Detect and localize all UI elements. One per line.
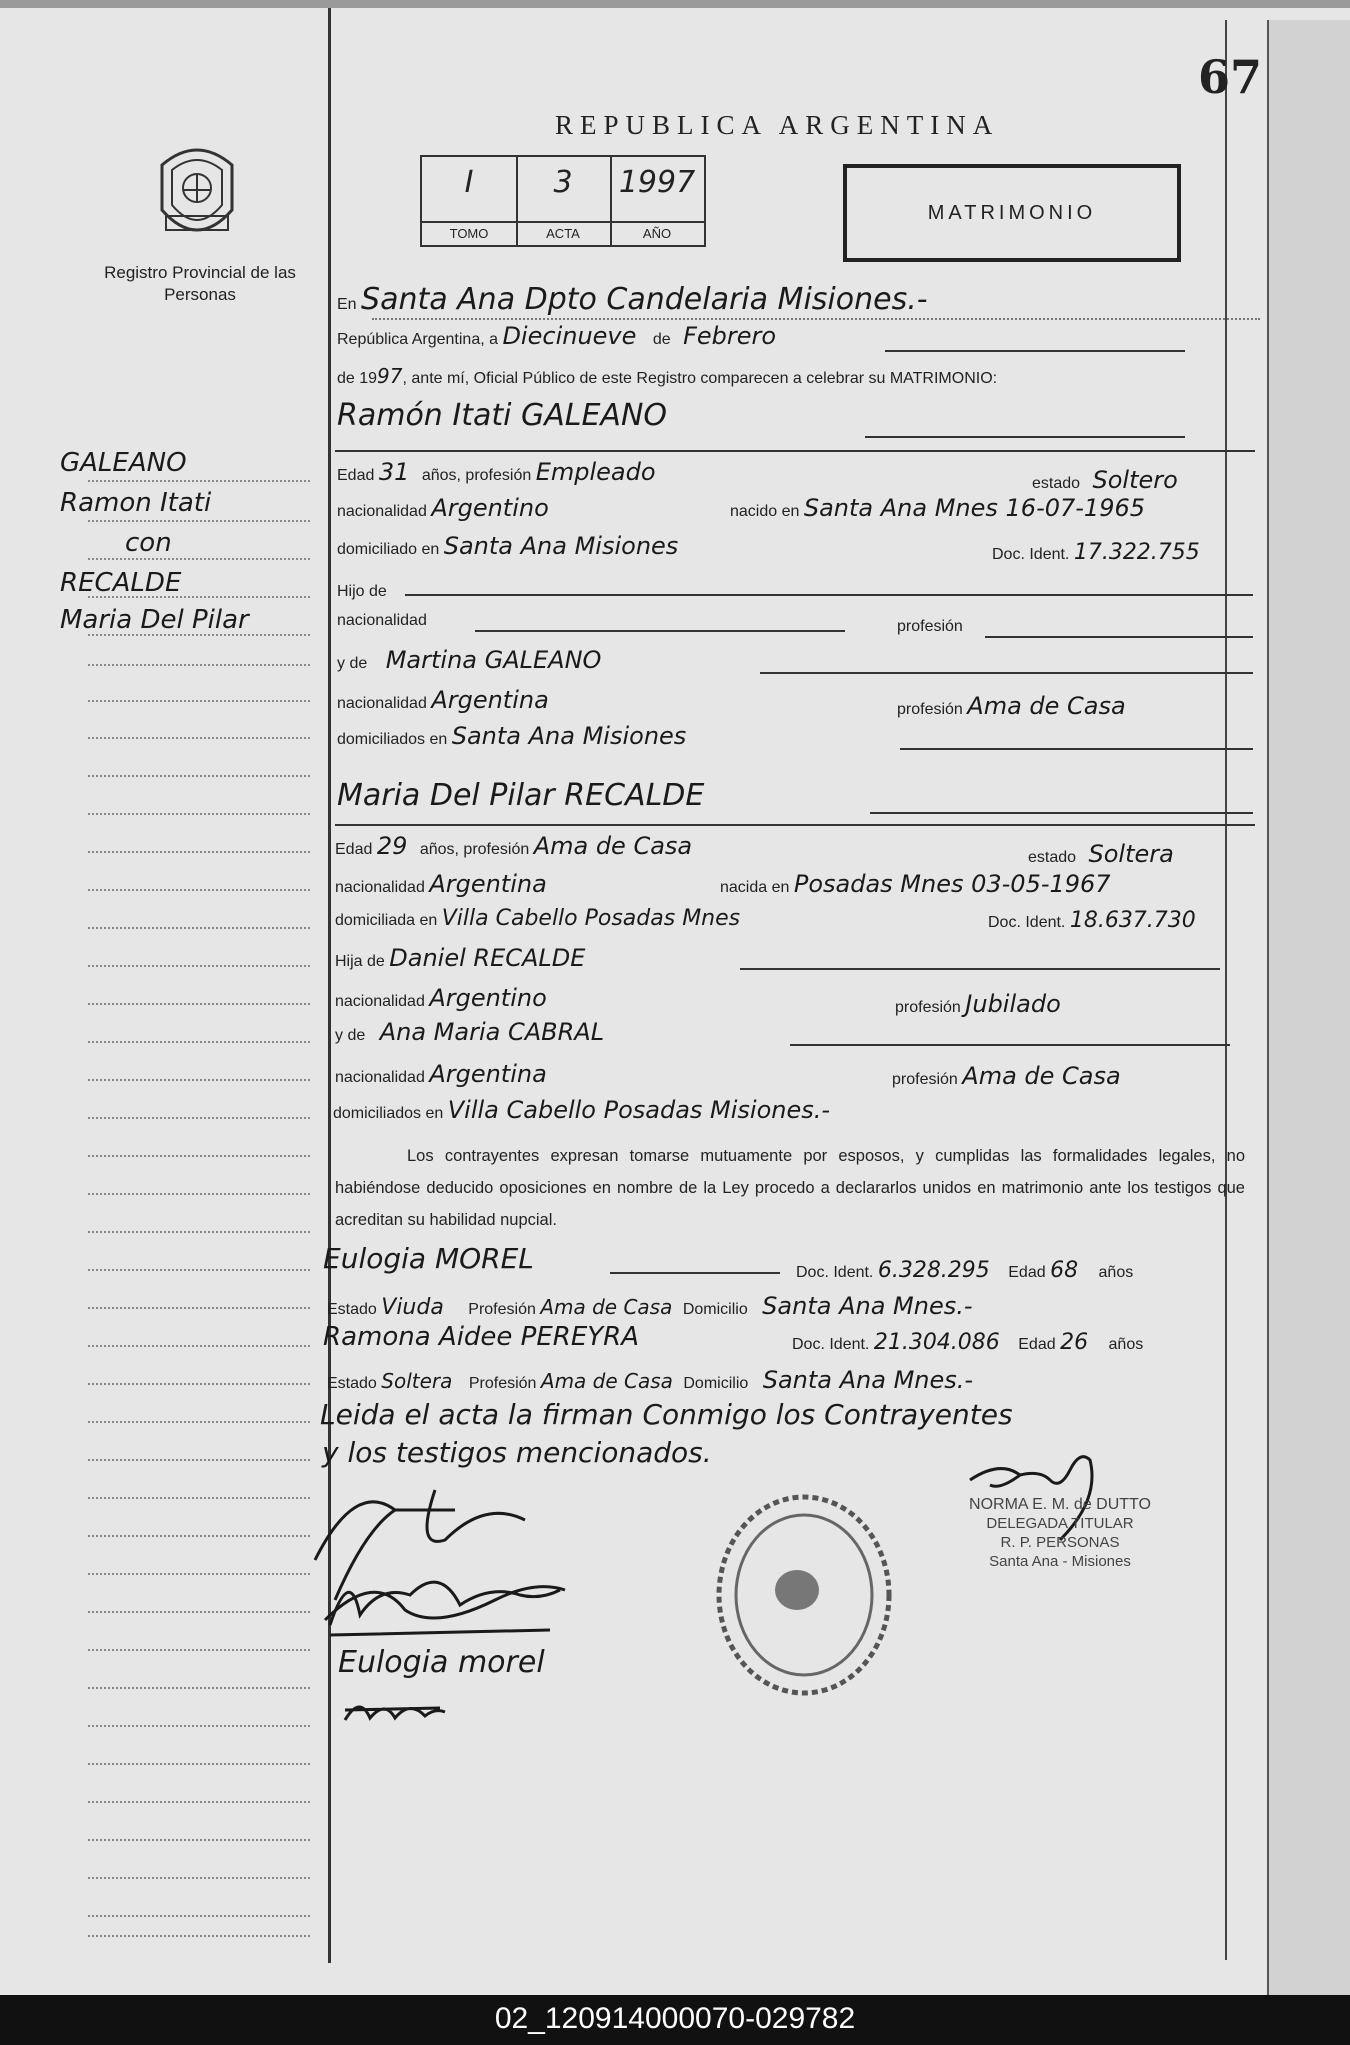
margin-rule <box>88 1763 310 1765</box>
domiciliado-label: domiciliado en <box>337 541 440 558</box>
witness1-name-row <box>323 1242 534 1275</box>
margin-groom-surname: GALEANO <box>60 448 187 478</box>
fill-line <box>870 812 1253 814</box>
bride-profession: Ama de Casa <box>533 832 693 860</box>
domicilio-label: Domicilio <box>682 1301 748 1318</box>
profesion-label: Profesión <box>468 1301 536 1318</box>
doc-label: Doc. Ident. <box>992 546 1070 563</box>
nacido-label: nacido en <box>730 503 800 520</box>
marriage-year: 97 <box>377 364 403 388</box>
bride-mother-profession: Ama de Casa <box>962 1062 1121 1090</box>
father-prof-label: profesión <box>895 999 961 1016</box>
edad-label: Edad <box>335 841 373 858</box>
intro-statement: , ante mí, Oficial Público de este Registro comparecen a celebrar su MATRIMONIO: <box>402 370 998 387</box>
margin-divider <box>328 8 331 1963</box>
republica-label: República Argentina, a <box>337 331 498 348</box>
mother-prof-label: profesión <box>897 701 963 718</box>
groom-mother-row <box>337 646 601 674</box>
official-title: DELEGADA TITULAR <box>986 1515 1134 1532</box>
en-label: En <box>337 296 357 313</box>
margin-rule <box>88 1535 310 1537</box>
tomo-value: I <box>464 165 474 200</box>
bride-mother-row <box>335 1018 604 1046</box>
edad-label: Edad <box>337 467 375 484</box>
scan-id: 02_120914000070-029782 <box>494 2002 856 2035</box>
groom-age-row <box>337 458 656 486</box>
folio-number: 67 <box>1198 50 1263 104</box>
closing-line-2: y los testigos mencionados. <box>322 1436 712 1469</box>
mother-nat-label: nacionalidad <box>337 695 427 712</box>
acta-cell <box>516 157 612 245</box>
witness1-doc-row <box>796 1258 1133 1283</box>
margin-bride-surname: RECALDE <box>60 568 182 598</box>
bride-mother-nat-row <box>335 1060 547 1088</box>
father-nat-label: nacionalidad <box>335 993 425 1010</box>
official-name: NORMA E. M. de DUTTO <box>969 1496 1151 1513</box>
margin-rule <box>88 1935 310 1937</box>
margin-con: con <box>125 528 172 558</box>
margin-rule <box>88 1269 310 1271</box>
witness2-name-row <box>323 1322 639 1352</box>
groom-father-prof-row <box>897 618 963 636</box>
doc-label: Doc. Ident. <box>796 1264 874 1281</box>
groom-domicile-row <box>337 532 678 560</box>
bride-doc-row <box>988 908 1196 933</box>
groom-mother: Martina GALEANO <box>385 646 602 674</box>
provincial-seal-icon <box>152 140 242 245</box>
section-line <box>335 450 1255 452</box>
witness2-doc-row <box>792 1330 1143 1355</box>
bride-nationality: Argentina <box>429 870 547 898</box>
groom-name: Ramón Itati GALEANO <box>337 398 667 433</box>
tomo-label: TOMO <box>422 221 516 245</box>
page-top-edge <box>0 0 1350 8</box>
groom-doc: 17.322.755 <box>1073 540 1200 565</box>
declaration-text: Los contrayentes expresan tomarse mutuamente por esposos, y cumplidas las formalidades legales, no habiéndose deducido oposiciones en nombre de la Ley procedo a declararlos unidos en matrimonio ante los testigos que acreditan su habilidad nupcial. <box>335 1147 1245 1229</box>
bride-mother-nationality: Argentina <box>429 1060 547 1088</box>
groom-mother-nat-row <box>337 686 549 714</box>
margin-rule <box>88 558 310 560</box>
fill-line <box>790 1044 1230 1046</box>
margin-rule <box>88 1573 310 1575</box>
estado-label: estado <box>1032 475 1081 492</box>
groom-doc-row <box>992 540 1200 565</box>
estado-label: estado <box>1028 849 1077 866</box>
bride-nationality-row <box>335 870 547 898</box>
edad-label: Edad <box>1008 1264 1046 1281</box>
margin-rule <box>88 965 310 967</box>
margin-rule <box>88 1915 310 1917</box>
bride-father-profession: Jubilado <box>965 990 1061 1018</box>
registry-stamp-icon <box>712 1490 897 1700</box>
nacionalidad-label: nacionalidad <box>337 503 427 520</box>
fill-line <box>740 968 1220 970</box>
bride-name-row <box>337 778 704 813</box>
groom-parents-domicile: Santa Ana Misiones <box>451 722 687 750</box>
margin-rule <box>88 1155 310 1157</box>
witness1-signature-text: Eulogia morel <box>338 1645 545 1680</box>
official-office: R. P. PERSONAS <box>1000 1534 1120 1551</box>
groom-mother-prof-row <box>897 692 1126 720</box>
next-page-edge <box>1267 20 1350 1995</box>
groom-domicile: Santa Ana Misiones <box>443 532 679 560</box>
margin-rule <box>88 1307 310 1309</box>
margin-rule <box>88 813 310 815</box>
margin-rule <box>88 1687 310 1689</box>
record-type-box: MATRIMONIO <box>843 164 1181 262</box>
margin-rule <box>88 1003 310 1005</box>
bride-status-row <box>1028 840 1174 868</box>
closing-line-1: Leida el acta la firman Conmigo los Contrayentes <box>320 1398 1013 1431</box>
groom-mother-nationality: Argentina <box>431 686 549 714</box>
groom-father-nat-row <box>337 612 427 630</box>
bride-parents-dom-row <box>333 1096 830 1124</box>
fill-line <box>985 636 1253 638</box>
margin-rule <box>88 1345 310 1347</box>
domicilio-label: Domicilio <box>683 1375 749 1392</box>
anos-label: años <box>1108 1336 1144 1353</box>
groom-parents-dom-row <box>337 722 686 750</box>
bride-parents-domicile: Villa Cabello Posadas Misiones.- <box>447 1096 831 1124</box>
witness2-profession: Ama de Casa <box>540 1369 673 1393</box>
bride-doc: 18.637.730 <box>1069 908 1196 933</box>
margin-rule <box>88 596 310 598</box>
bride-father: Daniel RECALDE <box>389 944 586 972</box>
groom-birth-row <box>730 494 1145 522</box>
margin-rule <box>88 1231 310 1233</box>
marriage-day: Diecinueve <box>502 322 637 350</box>
margin-rule <box>88 1839 310 1841</box>
official-stamp <box>930 1495 1190 1571</box>
father-prof-label: profesión <box>897 618 963 635</box>
doc-label: Doc. Ident. <box>988 914 1066 931</box>
fill-line <box>610 1272 780 1274</box>
bride-domicile: Villa Cabello Posadas Mnes <box>441 906 741 931</box>
profesion-label: Profesión <box>468 1375 537 1392</box>
profesion-label: años, profesión <box>421 467 532 484</box>
margin-rule <box>88 1117 310 1119</box>
witness2-details-row <box>327 1366 973 1394</box>
margin-rule <box>88 1041 310 1043</box>
groom-status: Soltero <box>1092 466 1178 494</box>
bride-domicile-row <box>335 906 740 931</box>
margin-rule <box>88 889 310 891</box>
acta-label: ACTA <box>516 221 610 245</box>
margin-rule <box>88 1193 310 1195</box>
margin-rule <box>88 1497 310 1499</box>
witness2-doc: 21.304.086 <box>873 1330 1000 1355</box>
margin-rule <box>88 1459 310 1461</box>
groom-nationality-row <box>337 494 549 522</box>
registry-name: Registro Provincial de las Personas <box>104 263 296 304</box>
margin-rule <box>88 664 310 666</box>
parents-dom-label: domiciliados en <box>337 731 448 748</box>
groom-profession: Empleado <box>535 458 656 486</box>
margin-rule <box>88 1383 310 1385</box>
margin-rule <box>88 1649 310 1651</box>
ano-value: 1997 <box>618 165 696 200</box>
bride-birth-row <box>720 870 1111 898</box>
bride-father-prof-row <box>895 990 1061 1018</box>
margin-groom-names: Ramon Itati <box>60 488 212 518</box>
groom-nationality: Argentino <box>431 494 549 522</box>
witness1-profession: Ama de Casa <box>540 1295 673 1319</box>
bride-mother: Ana Maria CABRAL <box>379 1018 605 1046</box>
de-label: de <box>652 331 671 348</box>
nacionalidad-label: nacionalidad <box>335 879 425 896</box>
anos-label: años <box>1098 1264 1134 1281</box>
bride-signature <box>320 1545 570 1645</box>
groom-name-row <box>337 398 667 433</box>
bride-age: 29 <box>376 832 408 860</box>
margin-bride-names: Maria Del Pilar <box>60 605 249 635</box>
groom-mother-profession: Ama de Casa <box>967 692 1126 720</box>
country-heading: REPUBLICA ARGENTINA <box>555 110 1000 140</box>
bride-name: Maria Del Pilar RECALDE <box>337 778 705 813</box>
fill-line <box>475 630 845 632</box>
margin-rule <box>88 700 310 702</box>
year-prefix: de 19 <box>337 370 378 387</box>
margin-rule <box>88 634 310 636</box>
bride-age-row <box>335 832 692 860</box>
estado-label: Estado <box>327 1375 377 1392</box>
record-number-box <box>420 155 706 247</box>
witness2-name: Ramona Aidee PEREYRA <box>323 1322 640 1352</box>
tomo-cell <box>422 157 518 245</box>
mother-prof-label: profesión <box>892 1071 958 1088</box>
groom-age: 31 <box>378 458 410 486</box>
fill-line <box>760 672 1253 674</box>
fill-line <box>865 436 1185 438</box>
witness1-domicile: Santa Ana Mnes.- <box>762 1292 973 1320</box>
hija-label: Hija de <box>335 953 385 970</box>
fill-line <box>885 350 1185 352</box>
official-place: Santa Ana - Misiones <box>989 1553 1131 1570</box>
margin-rule <box>88 1421 310 1423</box>
margin-rule <box>88 1611 310 1613</box>
acta-value: 3 <box>553 165 573 200</box>
margin-rule <box>88 737 310 739</box>
intro-date-row <box>337 322 776 350</box>
bride-father-row <box>335 944 585 972</box>
bride-status: Soltera <box>1088 840 1174 868</box>
body-right-border <box>1225 20 1227 1960</box>
section-line <box>335 824 1255 826</box>
witness2-signature <box>340 1690 450 1730</box>
fill-line <box>900 748 1253 750</box>
witness1-doc: 6.328.295 <box>877 1258 990 1283</box>
parents-dom-label: domiciliados en <box>333 1105 444 1122</box>
fill-line <box>372 318 1260 320</box>
marriage-place: Santa Ana Dpto Candelaria Misiones.- <box>361 282 928 317</box>
y-de-label: y de <box>337 655 368 672</box>
ano-cell <box>610 157 704 245</box>
margin-rule <box>88 775 310 777</box>
groom-birthplace: Santa Ana Mnes 16-07-1965 <box>803 494 1145 522</box>
domiciliada-label: domiciliada en <box>335 912 438 929</box>
margin-rule <box>88 1801 310 1803</box>
intro-year-row <box>337 364 997 388</box>
hijo-label: Hijo de <box>337 583 387 600</box>
margin-rule <box>88 520 310 522</box>
father-nat-label: nacionalidad <box>337 612 427 629</box>
witness1-name: Eulogia MOREL <box>323 1242 534 1275</box>
margin-rule <box>88 851 310 853</box>
intro-place-row <box>337 282 928 317</box>
witness2-domicile: Santa Ana Mnes.- <box>762 1366 974 1394</box>
margin-rule <box>88 1079 310 1081</box>
bride-birthplace: Posadas Mnes 03-05-1967 <box>793 870 1111 898</box>
margin-rule <box>88 1877 310 1879</box>
bride-father-nationality: Argentino <box>429 984 547 1012</box>
witness2-age: 26 <box>1060 1330 1089 1355</box>
margin-rule <box>88 1725 310 1727</box>
groom-father-row <box>337 574 387 602</box>
witness2-status: Soltera <box>381 1369 453 1393</box>
bride-father-nat-row <box>335 984 547 1012</box>
marriage-month: Febrero <box>683 322 777 350</box>
nacida-label: nacida en <box>720 879 790 896</box>
profesion-label: años, profesión <box>419 841 530 858</box>
margin-rule <box>88 480 310 482</box>
mother-nat-label: nacionalidad <box>335 1069 425 1086</box>
edad-label: Edad <box>1018 1336 1056 1353</box>
ano-label: AÑO <box>610 221 704 245</box>
fill-line <box>405 594 1253 596</box>
doc-label: Doc. Ident. <box>792 1336 870 1353</box>
y-de-label: y de <box>335 1027 366 1044</box>
witness1-details-row <box>327 1292 973 1320</box>
estado-label: Estado <box>327 1301 377 1318</box>
witness1-status: Viuda <box>381 1295 444 1320</box>
groom-status-row <box>1032 466 1178 494</box>
margin-rule <box>88 927 310 929</box>
witness1-age: 68 <box>1050 1258 1079 1283</box>
bride-mother-prof-row <box>892 1062 1121 1090</box>
